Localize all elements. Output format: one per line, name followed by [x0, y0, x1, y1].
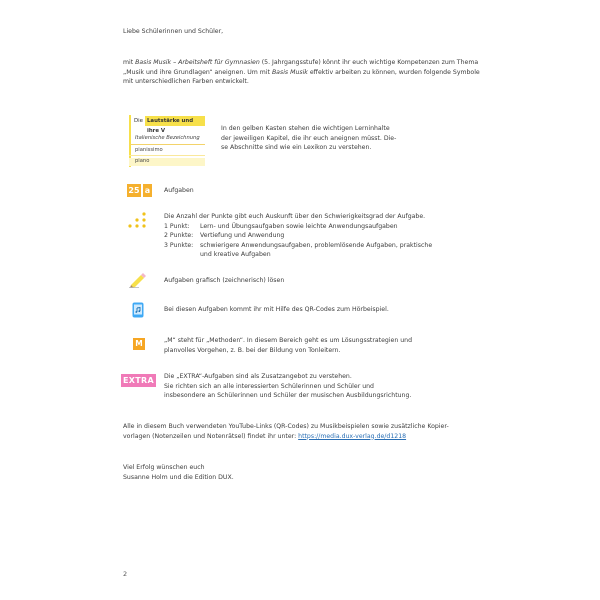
draw-text: Aufgaben grafisch (zeichnerisch) lösen: [164, 277, 285, 284]
yellow-box-row: Italienische Bezeichnung: [135, 135, 200, 141]
yellow-box-header: [129, 115, 205, 134]
yellow-box-header-prefix: Die: [134, 118, 143, 124]
closing-line-1: Viel Erfolg wünschen euch: [123, 464, 205, 471]
extra-icon: EXTRA: [121, 374, 156, 387]
qr-phone-icon: [132, 302, 144, 318]
yellow-box-desc-3: se Abschnitte sind wie ein Lexikon zu verstehen.: [221, 144, 372, 151]
yellow-box-row: piano: [129, 158, 205, 166]
greeting: Liebe Schülerinnen und Schüler,: [123, 28, 224, 35]
methods-icon: M: [133, 338, 145, 350]
intro-line-2: „Musik und ihre Grundlagen“ aneignen. Um mit Basis Musik effektiv arbeiten zu können, wurden folgende Symbole: [123, 68, 480, 76]
difficulty-level-3: 3 Punkte: schwierigere Anwendungsaufgaben, problemlösende Aufgaben, praktische: [164, 241, 433, 249]
links-line-1: Alle in diesem Buch verwendeten YouTube-Links (QR-Codes) zu Musikbeispielen sowie zusätzliche Kopier-: [123, 423, 449, 430]
yellow-box-desc-1: In den gelben Kasten stehen die wichtigen Lerninhalte: [221, 125, 390, 132]
task-letter-icon: a: [144, 186, 151, 195]
task-number-icon: 25: [128, 186, 140, 195]
yellow-box-divider: [129, 155, 205, 156]
page-number: 2: [123, 570, 128, 578]
links-line-2: vorlagen (Notenzeilen und Notenrätsel) findet ihr unter: https://media.dux-verlag.de/d1218: [123, 432, 407, 440]
extra-line-3: insbesondere an Schülerinnen und Schüler der musischen Ausbildungsrichtung.: [164, 392, 412, 399]
qr-text: Bei diesen Aufgaben kommt ihr mit Hilfe des QR-Codes zum Hörbeispiel.: [164, 306, 389, 313]
intro-line-1: mit Basis Musik – Arbeitsheft für Gymnasien (5. Jahrgangsstufe) könnt ihr euch wichtige Kompetenzen zum Thema: [123, 59, 479, 66]
methods-line-2: planvolles Vorgehen, z. B. bei der Bildung von Tonleitern.: [164, 346, 341, 354]
yellow-box-desc-2: der jeweiligen Kapitel, die ihr euch aneignen müsst. Die-: [221, 134, 397, 142]
yellow-box-row: pianissimo: [135, 147, 163, 153]
difficulty-level-1: 1 Punkt: Lern- und Übungsaufgaben sowie leichte Anwendungsaufgaben: [164, 222, 398, 230]
intro-line-3: mit unterschiedlichen Farben entwickelt.: [123, 78, 249, 85]
methods-line-1: „M“ steht für „Methoden“. In diesem Bereich geht es um Lösungsstrategien und: [164, 337, 413, 344]
yellow-box-divider: [129, 144, 205, 145]
difficulty-dots-icon: [127, 212, 149, 230]
closing-line-2: Susanne Holm und die Edition DUX.: [123, 473, 234, 481]
media-link[interactable]: https://media.dux-verlag.de/d1218: [298, 432, 407, 440]
tasks-label: Aufgaben: [164, 187, 194, 194]
difficulty-level-2: 2 Punkte: Vertiefung und Anwendung: [164, 232, 285, 239]
pencil-icon: [129, 272, 147, 288]
difficulty-level-3-cont: und kreative Aufgaben: [200, 251, 271, 258]
difficulty-intro: Die Anzahl der Punkte gibt euch Auskunft über den Schwierigkeitsgrad der Aufgabe.: [164, 213, 426, 220]
extra-line-1: Die „EXTRA“-Aufgaben sind als Zusatzangebot zu verstehen.: [164, 373, 352, 380]
yellow-box-header-highlight: Lautstärke und ihre V: [145, 116, 205, 126]
yellow-box-sample: [129, 115, 205, 167]
extra-line-2: Sie richten sich an alle interessierten Schülerinnen und Schüler und: [164, 382, 374, 390]
